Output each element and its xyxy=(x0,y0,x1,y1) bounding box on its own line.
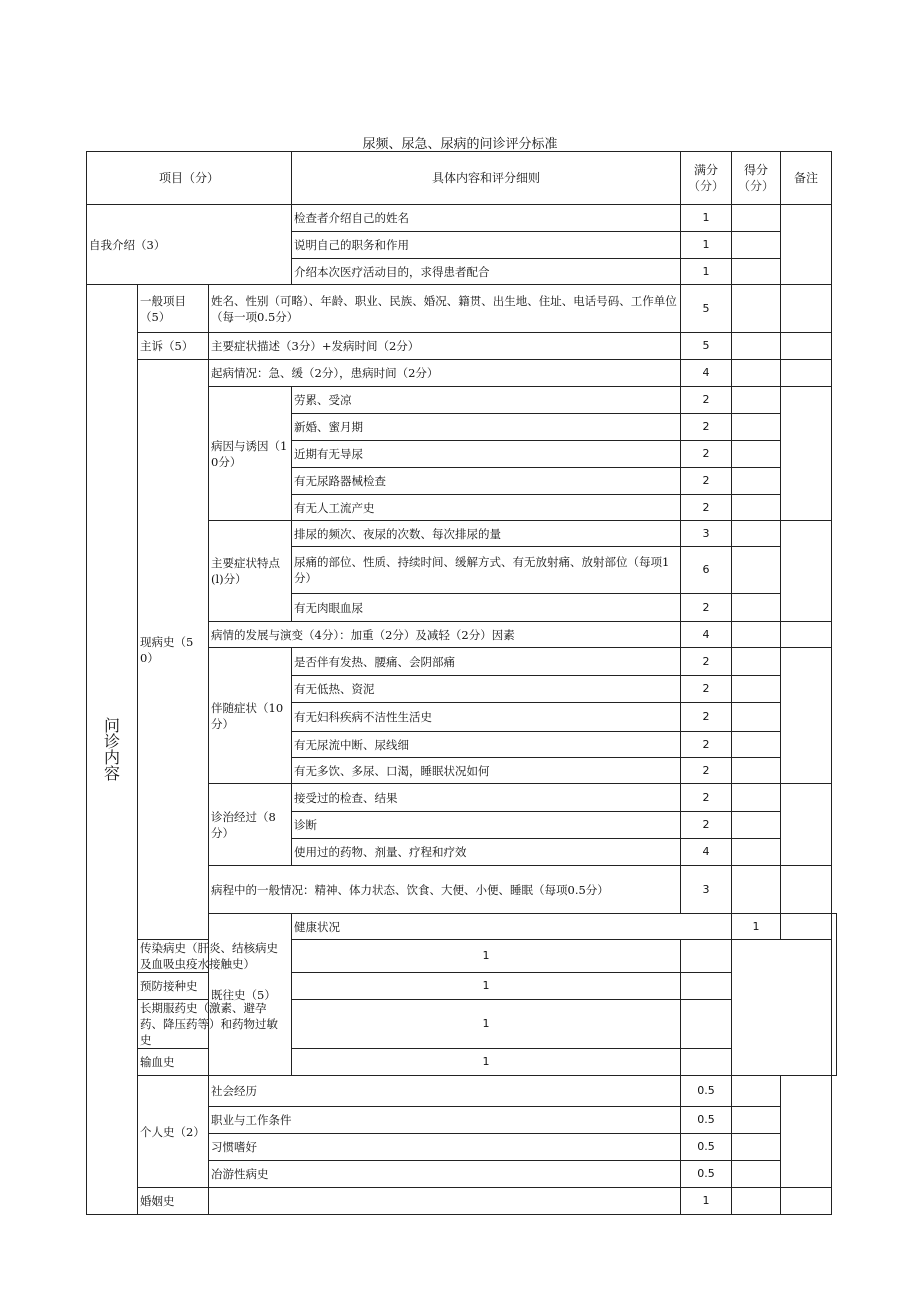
row-content xyxy=(209,1188,681,1215)
row-content: 使用过的药物、剂量、疗程和疗效 xyxy=(292,839,681,866)
row-full-score: 1 xyxy=(681,205,732,232)
row-full-score: 2 xyxy=(681,758,732,784)
score-input-cell[interactable] xyxy=(732,1134,781,1161)
row-full-score: 2 xyxy=(681,441,732,468)
row-content: 近期有无导尿 xyxy=(292,441,681,468)
score-input-cell[interactable] xyxy=(732,232,781,259)
table-row xyxy=(87,940,837,973)
row-full-score: 2 xyxy=(681,676,732,703)
general-items-label: 一般项目（5） xyxy=(138,285,209,333)
table-row xyxy=(87,1049,837,1076)
score-input-cell[interactable] xyxy=(732,676,781,703)
header-got-score-label: 得分 xyxy=(743,163,768,177)
score-input-cell[interactable] xyxy=(681,1000,732,1049)
score-input-cell[interactable] xyxy=(732,468,781,495)
remark-cell[interactable] xyxy=(781,205,832,285)
score-input-cell[interactable] xyxy=(732,360,781,387)
row-full-score: 0.5 xyxy=(681,1134,732,1161)
header-row xyxy=(87,152,837,205)
row-content: 健康状况 xyxy=(292,914,732,940)
table-row xyxy=(87,205,837,232)
row-content: 预防接种史 xyxy=(138,973,292,1000)
row-full-score: 5 xyxy=(681,333,732,360)
header-full-score-label: 满分 xyxy=(693,163,718,177)
row-content: 主要症状描述（3分）+发病时间（2分） xyxy=(209,333,681,360)
remark-cell[interactable] xyxy=(781,521,832,622)
remark-cell[interactable] xyxy=(781,1076,832,1188)
row-content: 传染病史（肝炎、结核病史及血吸虫疫水接触史） xyxy=(138,940,292,973)
score-input-cell[interactable] xyxy=(732,259,781,285)
row-full-score: 2 xyxy=(681,387,732,414)
row-full-score: 1 xyxy=(292,973,681,1000)
table-row xyxy=(87,1000,837,1049)
remark-cell[interactable] xyxy=(781,387,832,521)
row-full-score: 4 xyxy=(681,360,732,387)
row-content: 职业与工作条件 xyxy=(209,1107,681,1134)
remark-cell[interactable] xyxy=(781,333,832,360)
row-full-score: 2 xyxy=(681,703,732,732)
row-content: 姓名、性别（可略）、年龄、职业、民族、婚况、籍贯、出生地、住址、电话号码、工作单位（每一项0.5分） xyxy=(209,285,681,333)
row-full-score: 1 xyxy=(732,914,781,940)
table-row xyxy=(87,1188,837,1215)
score-input-cell[interactable] xyxy=(732,441,781,468)
row-content: 劳累、受凉 xyxy=(292,387,681,414)
score-input-cell[interactable] xyxy=(781,914,832,940)
score-input-cell[interactable] xyxy=(732,285,781,333)
row-full-score: 2 xyxy=(681,812,732,839)
row-content: 有无低热、资泥 xyxy=(292,676,681,703)
table-row xyxy=(87,1076,837,1107)
hpi-label: 现病史（50） xyxy=(138,360,209,940)
score-input-cell[interactable] xyxy=(732,703,781,732)
table-row xyxy=(87,285,837,333)
cause-label: 病因与诱因（10分） xyxy=(209,387,292,521)
score-input-cell[interactable] xyxy=(732,547,781,594)
score-input-cell[interactable] xyxy=(681,1049,732,1076)
row-full-score: 0.5 xyxy=(681,1107,732,1134)
row-full-score: 1 xyxy=(292,1000,681,1049)
header-remark: 备注 xyxy=(781,152,832,205)
row-content: 尿痛的部位、性质、持续时间、缓解方式、有无放射痛、放射部位（每项1分） xyxy=(292,547,681,594)
row-full-score: 6 xyxy=(681,547,732,594)
symptom-label: 主要症状特点(l)分） xyxy=(209,521,292,622)
row-content: 有无多饮、多尿、口渴，睡眠状况如何 xyxy=(292,758,681,784)
score-input-cell[interactable] xyxy=(732,758,781,784)
row-content: 是否伴有发热、腰痛、会阴部痛 xyxy=(292,648,681,676)
row-full-score: 0.5 xyxy=(681,1076,732,1107)
remark-cell[interactable] xyxy=(781,622,832,648)
row-full-score: 1 xyxy=(681,1188,732,1215)
row-content: 说明自己的职务和作用 xyxy=(292,232,681,259)
row-full-score: 2 xyxy=(681,732,732,758)
row-content: 有无妇科疾病不洁性生活史 xyxy=(292,703,681,732)
score-input-cell[interactable] xyxy=(732,205,781,232)
row-content: 社会经历 xyxy=(209,1076,681,1107)
remark-cell[interactable] xyxy=(781,866,832,914)
row-full-score: 0.5 xyxy=(681,1161,732,1188)
row-content: 检查者介绍自己的姓名 xyxy=(292,205,681,232)
remark-cell[interactable] xyxy=(781,285,832,333)
header-content: 具体内容和评分细则 xyxy=(292,152,681,205)
row-full-score: 1 xyxy=(681,259,732,285)
row-content: 输血史 xyxy=(138,1049,292,1076)
table-row xyxy=(87,973,837,1000)
score-input-cell[interactable] xyxy=(732,387,781,414)
remark-cell[interactable] xyxy=(781,1188,832,1215)
row-full-score: 2 xyxy=(681,495,732,521)
remark-cell[interactable] xyxy=(781,360,832,387)
score-input-cell[interactable] xyxy=(681,973,732,1000)
past-history-label: 既往史（5） xyxy=(209,914,292,1076)
score-input-cell[interactable] xyxy=(732,648,781,676)
row-full-score: 4 xyxy=(681,622,732,648)
row-full-score: 5 xyxy=(681,285,732,333)
remark-cell[interactable] xyxy=(832,914,837,1076)
score-input-cell[interactable] xyxy=(732,594,781,622)
page-title: 尿频、尿急、尿病的问诊评分标准 xyxy=(362,137,558,152)
header-got-score xyxy=(732,152,781,205)
chief-complaint-label: 主诉（5） xyxy=(138,333,209,360)
score-input-cell[interactable] xyxy=(732,839,781,866)
row-full-score: 2 xyxy=(681,648,732,676)
header-full-score xyxy=(681,152,732,205)
row-content: 接受过的检查、结果 xyxy=(292,784,681,812)
row-full-score: 1 xyxy=(292,1049,681,1076)
row-content: 有无尿流中断、尿线细 xyxy=(292,732,681,758)
remark-cell[interactable] xyxy=(781,784,832,866)
score-input-cell[interactable] xyxy=(732,866,781,914)
treatment-label: 诊治经过（8分） xyxy=(209,784,292,866)
score-input-cell[interactable] xyxy=(732,1107,781,1134)
row-content: 有无肉眼血尿 xyxy=(292,594,681,622)
inquiry-section-text: 问诊内容 xyxy=(103,715,120,783)
row-full-score: 4 xyxy=(681,839,732,866)
row-content: 排尿的频次、夜尿的次数、每次排尿的量 xyxy=(292,521,681,547)
accompany-label: 伴随症状（10分） xyxy=(209,648,292,784)
score-input-cell[interactable] xyxy=(732,495,781,521)
row-full-score: 1 xyxy=(292,940,681,973)
row-content: 介绍本次医疗活动目的，求得患者配合 xyxy=(292,259,681,285)
inquiry-section-label xyxy=(87,285,138,1215)
score-input-cell[interactable] xyxy=(732,784,781,812)
score-input-cell[interactable] xyxy=(732,812,781,839)
row-content: 冶游性病史 xyxy=(209,1161,681,1188)
row-full-score: 2 xyxy=(681,594,732,622)
header-full-score-unit: （分） xyxy=(687,179,724,193)
table-row xyxy=(87,333,837,360)
header-item: 项目（分） xyxy=(87,152,292,205)
row-content: 病程中的一般情况：精神、体力状态、饮食、大便、小便、睡眠（每项0.5分） xyxy=(209,866,681,914)
row-content: 习惯嗜好 xyxy=(209,1134,681,1161)
table-row xyxy=(87,360,837,387)
score-input-cell[interactable] xyxy=(732,521,781,547)
score-input-cell[interactable] xyxy=(681,940,732,973)
remark-cell[interactable] xyxy=(781,648,832,784)
row-full-score: 2 xyxy=(681,784,732,812)
score-input-cell[interactable] xyxy=(732,1161,781,1188)
score-input-cell[interactable] xyxy=(732,414,781,441)
score-input-cell[interactable] xyxy=(732,333,781,360)
score-input-cell[interactable] xyxy=(732,622,781,648)
personal-history-label: 个人史（2） xyxy=(138,1076,209,1188)
header-got-score-unit: （分） xyxy=(737,179,774,193)
row-content: 新婚、蜜月期 xyxy=(292,414,681,441)
row-full-score: 1 xyxy=(681,232,732,259)
score-input-cell[interactable] xyxy=(732,1188,781,1215)
row-content: 有无人工流产史 xyxy=(292,495,681,521)
row-content: 起病情况：急、缓（2分），患病时间（2分） xyxy=(209,360,681,387)
row-full-score: 3 xyxy=(681,866,732,914)
score-input-cell[interactable] xyxy=(732,1076,781,1107)
row-content: 长期服药史（激素、避孕药、降压药等）和药物过敏史 xyxy=(138,1000,292,1049)
row-content: 病情的发展与演变（4分）：加重（2分）及减轻（2分）因素 xyxy=(209,622,681,648)
row-full-score: 2 xyxy=(681,468,732,495)
row-full-score: 3 xyxy=(681,521,732,547)
self-intro-label: 自我介绍（3） xyxy=(87,205,292,285)
marriage-history-label: 婚姻史 xyxy=(138,1188,209,1215)
row-content: 诊断 xyxy=(292,812,681,839)
row-content: 有无尿路器械检查 xyxy=(292,468,681,495)
scoring-table xyxy=(86,151,837,1215)
row-full-score: 2 xyxy=(681,414,732,441)
score-input-cell[interactable] xyxy=(732,732,781,758)
